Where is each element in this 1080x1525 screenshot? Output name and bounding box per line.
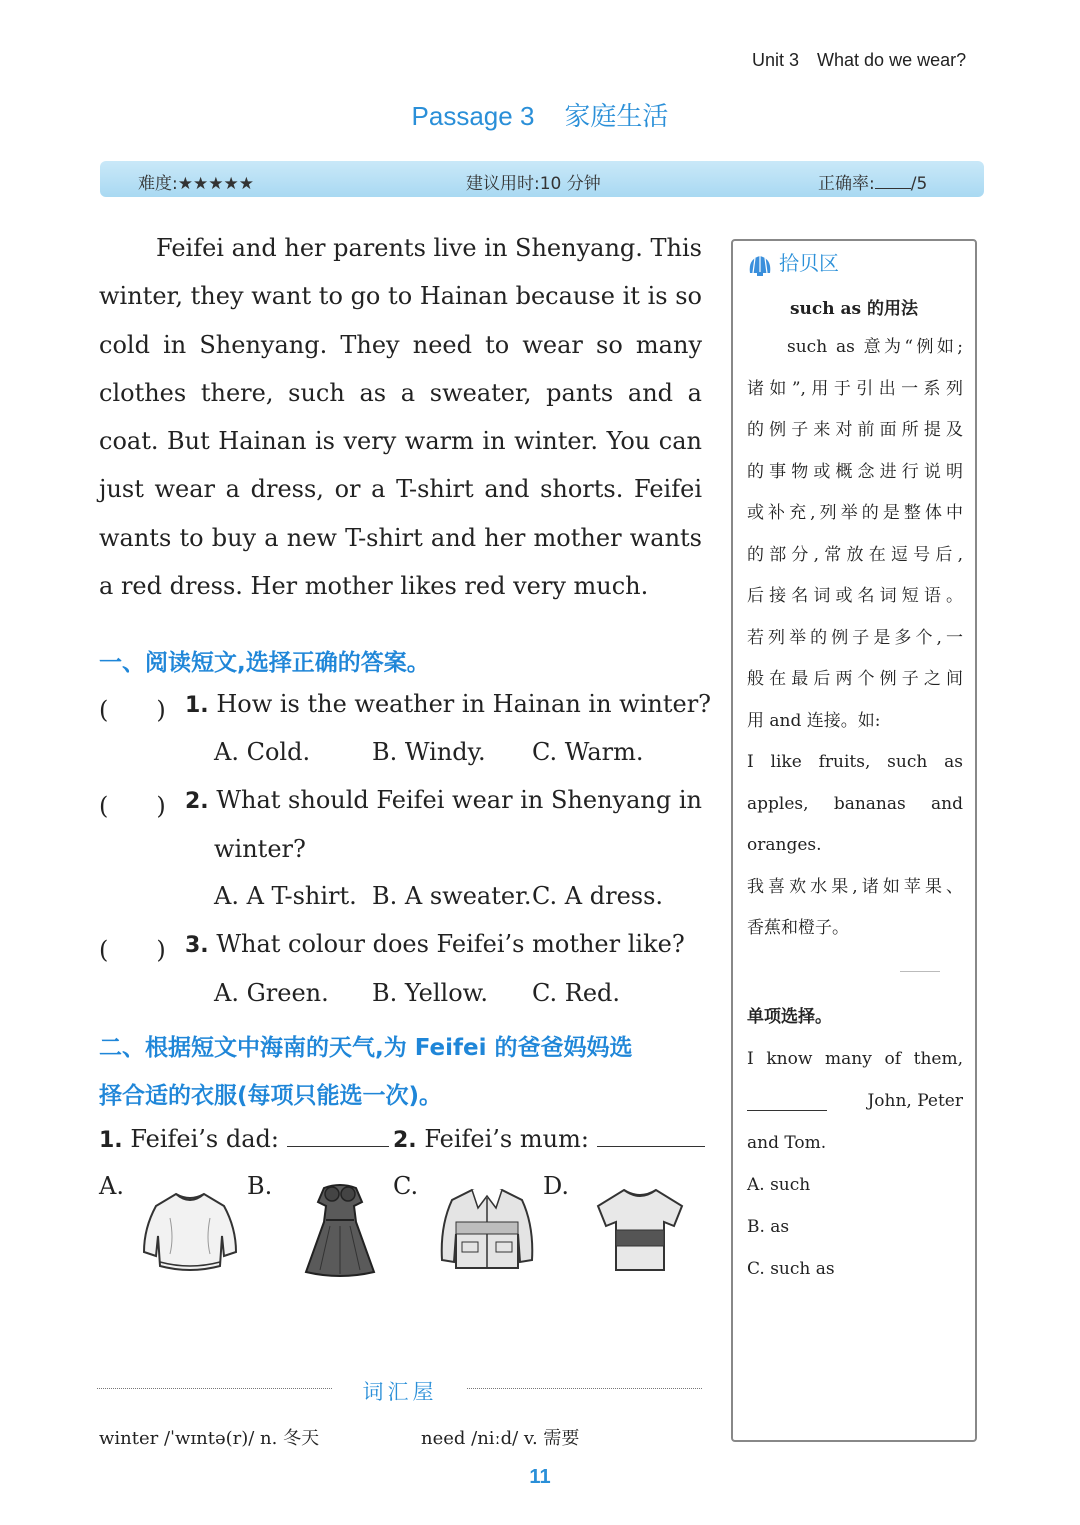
explanation-line: 诸如”,用于引出一系列 (747, 378, 963, 399)
exercise-stem-text: John, Peter (867, 1091, 963, 1111)
question-number: 2. (185, 789, 209, 814)
dress-icon[interactable] (302, 1182, 378, 1278)
accuracy (818, 169, 927, 194)
explanation-line: 若列举的例子是多个,一 (747, 627, 963, 648)
question-stem: Feifei’s dad: (130, 1125, 279, 1153)
picture-letter-d: D. (543, 1172, 570, 1200)
question-stem: Feifei’s mum: (424, 1125, 589, 1153)
explanation-line: 用 and 连接。如: (747, 710, 881, 731)
question-number: 3. (185, 933, 209, 958)
exercise-stem-line3: and Tom. (747, 1133, 827, 1153)
q1-option-c[interactable]: C. Warm. (532, 738, 644, 766)
example-line: I like fruits, such as (747, 752, 963, 772)
explanation-line: 或补充,列举的是整体中 (747, 503, 963, 523)
answer-bracket-1[interactable]: ( ) (99, 696, 166, 724)
vocab-title: 词汇屋 (362, 1380, 438, 1404)
sidebar-title (747, 247, 839, 277)
question-stem: What colour does Feifei’s mother like? (216, 930, 685, 958)
accuracy-total: /5 (910, 174, 928, 194)
passage-text: Feifei and her parents live in Shenyang. This winter, they want to go to Hainan because it is so cold in Shenyang. They need to wear so many clothes there, such as a sweater, pants and a coat. But Hainan is very warm in winter. You can just wear a dress, or a T-shirt and shorts. Feifei wants to buy a new T-shirt and her mother wants a red dress. Her mother likes red very much. (99, 234, 702, 601)
example-cn-line: 我喜欢水果,诸如苹果、 (747, 876, 963, 897)
explanation-line: 的例子来对前面所提及 (747, 420, 963, 440)
q2-option-a[interactable]: A. A T-shirt. (214, 882, 357, 910)
tshirt-icon[interactable] (594, 1186, 686, 1274)
explanation-line: 的事物或概念进行说明 (747, 461, 963, 482)
difficulty (138, 169, 254, 194)
question-2 (99, 786, 166, 821)
picture-letter-c: C. (393, 1172, 419, 1200)
question-1-text (185, 690, 711, 718)
question-2-text (185, 786, 702, 814)
explanation-line: 后接名词或名词短语。 (747, 586, 963, 606)
answer-bracket-3[interactable]: ( ) (99, 936, 166, 964)
page-title (0, 96, 1080, 133)
question-number: 1. (185, 693, 209, 718)
question-number: 1. (99, 1128, 123, 1153)
sidebar-title-text: 拾贝区 (779, 251, 839, 275)
dad-answer-blank[interactable] (287, 1124, 389, 1147)
difficulty-label: 难度: (138, 174, 178, 194)
answer-bracket-2[interactable]: ( ) (99, 792, 166, 820)
vocab-word-need: need /niːd/ v. 需要 (421, 1428, 580, 1449)
exercise-blank[interactable] (747, 1092, 827, 1111)
q1-option-b[interactable]: B. Windy. (372, 738, 486, 766)
exercise-stem-line2 (747, 1080, 963, 1122)
sidebar-explanation (747, 327, 963, 950)
explanation-line: such as 意为“例如; (787, 337, 963, 357)
passage-number: Passage 3 (411, 101, 535, 131)
section2-q1 (99, 1124, 389, 1153)
page-number: 11 (529, 1466, 551, 1488)
q3-option-c[interactable]: C. Red. (532, 979, 621, 1007)
question-3 (99, 930, 166, 965)
difficulty-stars-icon: ★★★★★ (177, 174, 254, 194)
example-line: apples, bananas and (747, 793, 963, 814)
unit-header (752, 50, 966, 71)
suggested-time: 建议用时:10 分钟 (466, 174, 601, 194)
exercise-option-b[interactable]: B. as (747, 1217, 790, 1237)
exercise-stem-line1: I know many of them, (747, 1049, 963, 1069)
q3-option-a[interactable]: A. Green. (214, 979, 329, 1007)
accuracy-blank[interactable] (875, 172, 911, 189)
reading-passage (99, 224, 702, 610)
sweater-icon[interactable] (140, 1188, 240, 1274)
explanation-line: 般在最后两个例子之间 (747, 669, 963, 689)
example-cn-line: 香蕉和橙子。 (747, 918, 849, 938)
q3-option-b[interactable]: B. Yellow. (372, 979, 488, 1007)
sidebar-exercise (747, 996, 963, 1290)
explanation-line: 的部分,常放在逗号后, (747, 544, 963, 565)
exercise-option-a[interactable]: A. such (747, 1175, 811, 1195)
mum-answer-blank[interactable] (597, 1124, 705, 1147)
q2-option-b[interactable]: B. A sweater. (372, 882, 532, 910)
section2-q2 (393, 1124, 705, 1153)
q1-option-a[interactable]: A. Cold. (214, 738, 311, 766)
shell-icon (747, 253, 773, 277)
q2-option-c[interactable]: C. A dress. (532, 882, 664, 910)
section2-title-line1: 二、根据短文中海南的天气,为 Feifei 的爸爸妈妈选 (99, 1035, 633, 1061)
accuracy-label: 正确率: (818, 174, 875, 194)
question-number: 2. (393, 1128, 417, 1153)
exercise-option-c[interactable]: C. such as (747, 1259, 835, 1279)
question-2-text-cont: winter? (214, 835, 306, 863)
unit-title: What do we wear? (817, 50, 967, 70)
section2-title-line2: 择合适的衣服(每项只能选一次)。 (99, 1083, 443, 1109)
coat-icon[interactable] (438, 1186, 536, 1274)
picture-letter-a: A. (99, 1172, 124, 1200)
passage-topic: 家庭生活 (564, 101, 669, 131)
sidebar-subtitle: such as 的用法 (789, 299, 919, 319)
exercise-title: 单项选择。 (747, 1007, 832, 1027)
section1-title: 一、阅读短文,选择正确的答案。 (99, 650, 430, 676)
example-line: oranges. (747, 835, 822, 855)
question-stem: How is the weather in Hainan in winter? (216, 690, 712, 718)
sidebar-separator (900, 971, 940, 972)
vocab-word-winter: winter /ˈwɪntə(r)/ n. 冬天 (99, 1428, 320, 1449)
vocab-divider-right (467, 1388, 702, 1389)
question-3-text (185, 930, 685, 958)
vocab-divider-left (97, 1388, 332, 1389)
picture-letter-b: B. (247, 1172, 273, 1200)
question-1 (99, 690, 166, 725)
unit-number: Unit 3 (752, 50, 800, 70)
info-bar (100, 161, 984, 197)
question-stem: What should Feifei wear in Shenyang in (216, 786, 702, 814)
